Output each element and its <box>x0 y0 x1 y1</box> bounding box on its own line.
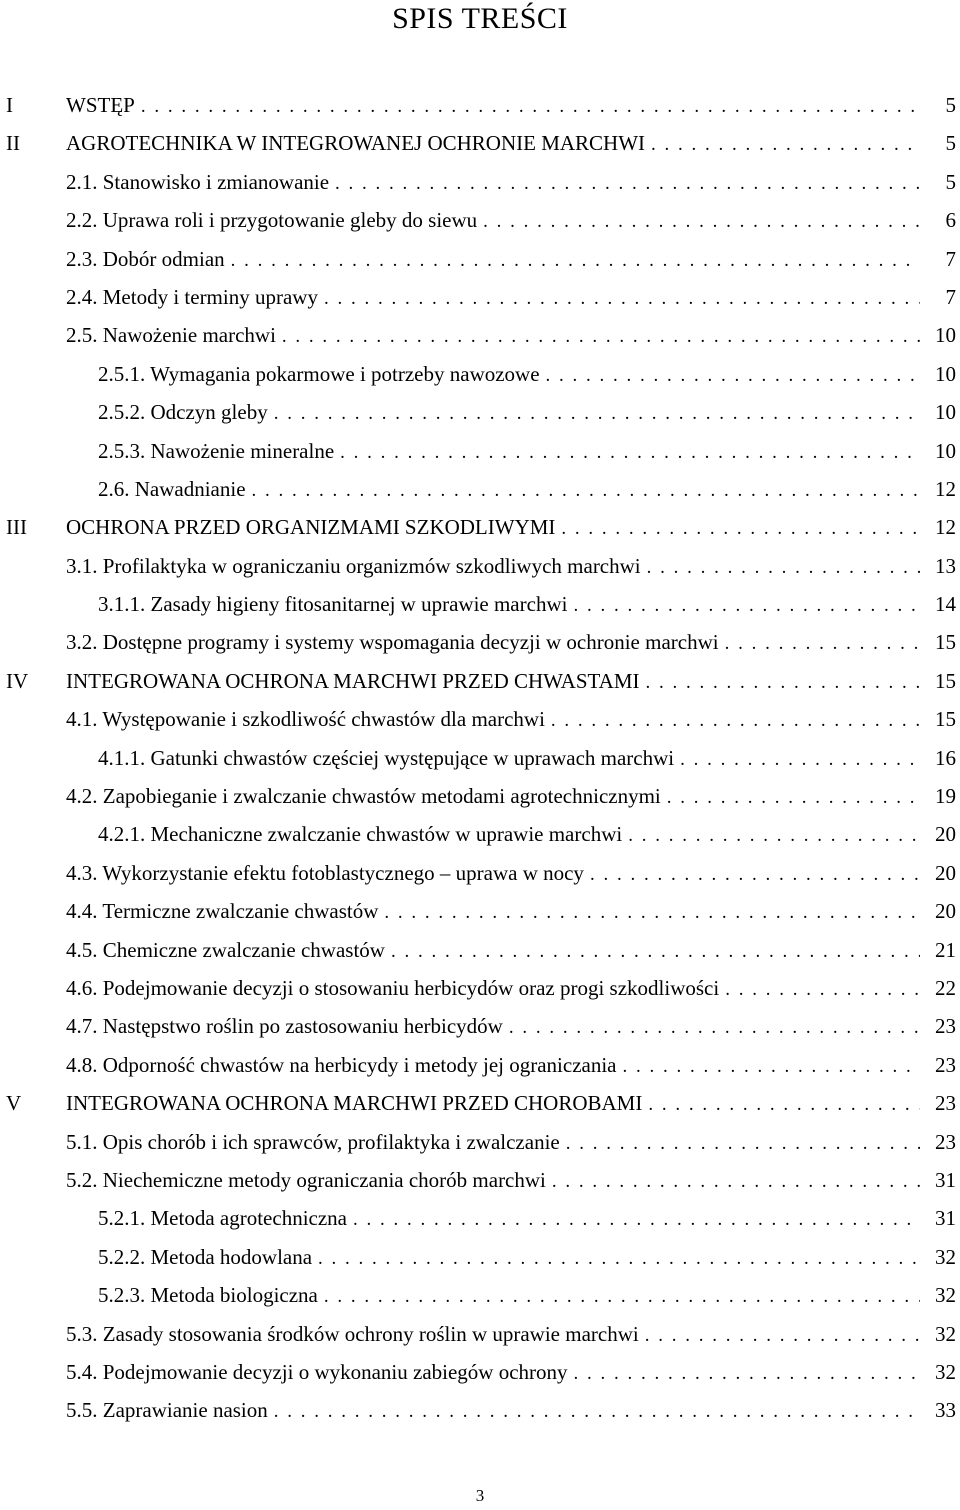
toc-page-number: 22 <box>935 975 956 1000</box>
toc-entry[interactable] <box>0 854 960 892</box>
toc-entry-label <box>66 124 926 164</box>
toc-entry-label <box>66 931 926 971</box>
toc-entry-label <box>66 1046 926 1086</box>
toc-dot-leader <box>628 817 920 855</box>
toc-entry[interactable] <box>0 124 960 162</box>
toc-entry-label <box>66 854 926 894</box>
toc-dot-leader <box>651 126 920 164</box>
toc-entry-label <box>66 662 926 702</box>
toc-page-number: 23 <box>935 1014 956 1039</box>
toc-page-number: 31 <box>935 1167 956 1192</box>
toc-entry-title: 4.1. Występowanie i szkodliwość chwastów dla marchwi <box>66 707 545 732</box>
toc-dot-leader <box>324 280 920 318</box>
toc-entry[interactable] <box>0 700 960 738</box>
toc-entry-title: 5.1. Opis chorób i ich sprawców, profilaktyka i zwalczanie <box>66 1129 560 1154</box>
toc-entry-title: INTEGROWANA OCHRONA MARCHWI PRZED CHWASTAMI <box>66 668 640 693</box>
toc-entry-label <box>98 355 926 395</box>
toc-dot-leader <box>282 318 920 356</box>
toc-entry-title: AGROTECHNIKA W INTEGROWANEJ OCHRONIE MARCHWI <box>66 131 646 156</box>
toc-entry[interactable] <box>0 470 960 508</box>
toc-dot-leader <box>667 779 920 817</box>
toc-dot-leader <box>391 933 920 971</box>
toc-entry[interactable] <box>0 892 960 930</box>
page-number: 3 <box>475 1486 485 1505</box>
toc-entry-label <box>98 393 926 433</box>
toc-entry-title: 4.8. Odporność chwastów na herbicydy i metody jej ograniczania <box>66 1052 617 1077</box>
toc-entry[interactable] <box>0 1276 960 1314</box>
toc-entry-label <box>66 1161 926 1201</box>
toc-entry[interactable] <box>0 1315 960 1353</box>
toc-entry[interactable] <box>0 1161 960 1199</box>
toc-page-number: 5 <box>945 93 956 117</box>
toc-entry-label <box>66 1007 926 1047</box>
toc-entry[interactable] <box>0 1391 960 1429</box>
toc-page-number: 33 <box>935 1398 956 1423</box>
toc-chapter-numeral: III <box>6 515 27 540</box>
toc-entry-title: 5.2.2. Metoda hodowlana <box>98 1244 313 1269</box>
toc-dot-leader <box>647 549 920 587</box>
toc-entry-label <box>66 1084 926 1124</box>
toc-entry-label <box>66 278 926 318</box>
toc-entry[interactable] <box>0 1123 960 1161</box>
toc-dot-leader <box>725 625 920 663</box>
toc-dot-leader <box>552 1163 920 1201</box>
toc-entry-title: 5.4. Podejmowanie decyzji o wykonaniu zabiegów ochrony <box>66 1359 568 1384</box>
toc-entry-label <box>98 470 926 510</box>
toc-dot-leader <box>573 587 920 625</box>
toc-dot-leader <box>590 856 920 894</box>
toc-entry-title: OCHRONA PRZED ORGANIZMAMI SZKODLIWYMI <box>66 515 556 540</box>
toc-entry[interactable] <box>0 777 960 815</box>
toc-dot-leader <box>384 894 920 932</box>
toc-entry-title: 5.2. Niechemiczne metody ograniczania chorób marchwi <box>66 1167 546 1192</box>
toc-chapter-numeral: I <box>6 93 13 117</box>
toc-page-number: 20 <box>935 822 956 847</box>
toc-entry-label <box>66 86 926 126</box>
toc-entry[interactable] <box>0 1199 960 1237</box>
toc-page-number: 14 <box>935 592 956 617</box>
toc-dot-leader <box>645 1317 920 1355</box>
toc-dot-leader <box>509 1009 920 1047</box>
toc-page-number: 16 <box>935 745 956 770</box>
toc-dot-leader <box>546 357 920 395</box>
toc-entry-label <box>66 508 926 548</box>
toc-entry-label <box>66 1315 926 1355</box>
toc-dot-leader <box>141 88 920 126</box>
toc-entry-label <box>66 547 926 587</box>
toc-entry-title: 4.2. Zapobieganie i zwalczanie chwastów metodami agrotechnicznymi <box>66 784 661 809</box>
toc-entry-title: 5.5. Zaprawianie nasion <box>66 1398 268 1423</box>
toc-entry-title: 2.5. Nawożenie marchwi <box>66 323 276 348</box>
toc-entry[interactable] <box>0 739 960 777</box>
toc-entry[interactable] <box>0 278 960 316</box>
toc-dot-leader <box>561 510 920 548</box>
toc-entry[interactable] <box>0 815 960 853</box>
toc-page-number: 13 <box>935 553 956 578</box>
toc-dot-leader <box>646 664 921 702</box>
toc-entry-label <box>66 700 926 740</box>
toc-page-number: 12 <box>935 515 956 540</box>
toc-entry-title: 4.5. Chemiczne zwalczanie chwastów <box>66 937 385 962</box>
toc-entry-label <box>98 1238 926 1278</box>
toc-page-number: 31 <box>935 1206 956 1231</box>
toc-entry[interactable] <box>0 1084 960 1122</box>
toc-entry-label <box>98 739 926 779</box>
toc-entry-title: 2.1. Stanowisko i zmianowanie <box>66 169 330 194</box>
toc-page-number: 7 <box>945 246 956 271</box>
toc-entry-title: 4.7. Następstwo roślin po zastosowaniu herbicydów <box>66 1014 503 1039</box>
toc-dot-leader <box>252 472 920 510</box>
toc-page-number: 32 <box>935 1321 956 1346</box>
toc-entry-title: INTEGROWANA OCHRONA MARCHWI PRZED CHOROBAMI <box>66 1091 643 1116</box>
toc-entry-label <box>66 1353 926 1393</box>
toc-entry[interactable] <box>0 931 960 969</box>
toc-dot-leader <box>274 395 920 433</box>
toc-page-number: 6 <box>945 208 956 233</box>
toc-entry-label <box>98 1276 926 1316</box>
toc-entry-label <box>98 585 926 625</box>
table-of-contents <box>0 86 960 1430</box>
toc-dot-leader <box>335 165 920 203</box>
toc-entry-label <box>66 316 926 356</box>
toc-dot-leader <box>623 1048 920 1086</box>
toc-chapter-numeral: V <box>6 1091 22 1116</box>
toc-entry-label <box>66 777 926 817</box>
toc-entry-label <box>66 969 926 1009</box>
toc-entry-title: 4.4. Termiczne zwalczanie chwastów <box>66 899 379 924</box>
toc-entry-title: 2.2. Uprawa roli i przygotowanie gleby do siewu <box>66 208 478 233</box>
toc-page-number: 5 <box>945 131 956 156</box>
toc-dot-leader <box>574 1355 920 1393</box>
toc-dot-leader <box>648 1086 920 1124</box>
toc-entry[interactable] <box>0 355 960 393</box>
toc-dot-leader <box>274 1393 920 1431</box>
toc-entry[interactable] <box>0 1353 960 1391</box>
toc-entry-title: 5.2.1. Metoda agrotechniczna <box>98 1206 347 1231</box>
toc-entry-label <box>66 1123 926 1163</box>
toc-page-number: 15 <box>935 630 956 655</box>
toc-page-number: 23 <box>935 1129 956 1154</box>
toc-entry-label <box>66 623 926 663</box>
toc-dot-leader <box>353 1201 920 1239</box>
toc-page-number: 5 <box>945 169 956 194</box>
toc-page-number: 20 <box>935 860 956 885</box>
toc-entry-title: 4.2.1. Mechaniczne zwalczanie chwastów w uprawie marchwi <box>98 822 623 847</box>
toc-entry-title: 3.1.1. Zasady higieny fitosanitarnej w uprawie marchwi <box>98 592 568 617</box>
toc-entry[interactable] <box>0 1007 960 1045</box>
toc-entry-label <box>66 1391 926 1431</box>
toc-entry[interactable] <box>0 86 960 124</box>
toc-page-number: 10 <box>935 400 956 425</box>
toc-entry-title: 5.3. Zasady stosowania środków ochrony roślin w uprawie marchwi <box>66 1321 639 1346</box>
toc-page-number: 15 <box>935 668 956 693</box>
toc-entry-title: WSTĘP <box>66 93 135 117</box>
toc-page-number: 32 <box>935 1283 956 1308</box>
toc-dot-leader <box>231 242 920 280</box>
toc-page-number: 19 <box>935 784 956 809</box>
toc-dot-leader <box>680 741 920 779</box>
toc-page-number: 7 <box>945 284 956 309</box>
toc-page-number: 10 <box>935 438 956 463</box>
toc-entry-title: 5.2.3. Metoda biologiczna <box>98 1283 318 1308</box>
toc-chapter-numeral: II <box>6 131 20 156</box>
toc-entry[interactable] <box>0 547 960 585</box>
toc-entry-title: 2.6. Nawadnianie <box>98 476 246 501</box>
toc-page-number: 12 <box>935 476 956 501</box>
toc-page-number: 20 <box>935 899 956 924</box>
toc-entry[interactable] <box>0 163 960 201</box>
toc-entry-title: 2.4. Metody i terminy uprawy <box>66 284 318 309</box>
toc-entry-title: 3.2. Dostępne programy i systemy wspomagania decyzji w ochronie marchwi <box>66 630 719 655</box>
toc-dot-leader <box>324 1278 920 1316</box>
toc-entry[interactable] <box>0 393 960 431</box>
toc-page-number: 15 <box>935 707 956 732</box>
toc-dot-leader <box>551 702 920 740</box>
toc-entry-label <box>66 163 926 203</box>
toc-entry-label <box>98 432 926 472</box>
toc-dot-leader <box>725 971 920 1009</box>
toc-entry-title: 4.1.1. Gatunki chwastów częściej występujące w uprawach marchwi <box>98 745 675 770</box>
toc-entry[interactable] <box>0 201 960 239</box>
toc-entry-label <box>98 815 926 855</box>
toc-entry[interactable] <box>0 240 960 278</box>
toc-entry[interactable] <box>0 662 960 700</box>
toc-dot-leader <box>318 1240 920 1278</box>
toc-entry[interactable] <box>0 316 960 354</box>
toc-dot-leader <box>483 203 920 241</box>
toc-entry-label <box>98 1199 926 1239</box>
toc-dot-leader <box>340 434 920 472</box>
toc-entry-title: 2.3. Dobór odmian <box>66 246 225 271</box>
toc-page-number: 32 <box>935 1359 956 1384</box>
toc-entry[interactable] <box>0 432 960 470</box>
toc-entry-title: 2.5.2. Odczyn gleby <box>98 400 268 425</box>
toc-entry[interactable] <box>0 623 960 661</box>
toc-page-number: 23 <box>935 1052 956 1077</box>
toc-entry-title: 4.6. Podejmowanie decyzji o stosowaniu herbicydów oraz progi szkodliwości <box>66 975 720 1000</box>
toc-entry[interactable] <box>0 1238 960 1276</box>
toc-page-number: 23 <box>935 1091 956 1116</box>
toc-entry[interactable] <box>0 1046 960 1084</box>
toc-entry-title: 3.1. Profilaktyka w ograniczaniu organizmów szkodliwych marchwi <box>66 553 641 578</box>
toc-entry-title: 4.3. Wykorzystanie efektu fotoblastycznego – uprawa w nocy <box>66 860 584 885</box>
toc-entry-label <box>66 201 926 241</box>
toc-entry-label <box>66 892 926 932</box>
toc-entry-label <box>66 240 926 280</box>
toc-entry-title: 2.5.3. Nawożenie mineralne <box>98 438 335 463</box>
toc-entry[interactable] <box>0 969 960 1007</box>
toc-entry[interactable] <box>0 585 960 623</box>
toc-dot-leader <box>566 1125 920 1163</box>
toc-page-number: 10 <box>935 361 956 386</box>
toc-entry[interactable] <box>0 508 960 546</box>
toc-page-number: 21 <box>935 937 956 962</box>
toc-page-number: 10 <box>935 323 956 348</box>
toc-entry-title: 2.5.1. Wymagania pokarmowe i potrzeby nawozowe <box>98 361 540 386</box>
page-title: SPIS TREŚCI <box>392 2 568 35</box>
toc-page-number: 32 <box>935 1244 956 1269</box>
toc-chapter-numeral: IV <box>6 668 29 693</box>
